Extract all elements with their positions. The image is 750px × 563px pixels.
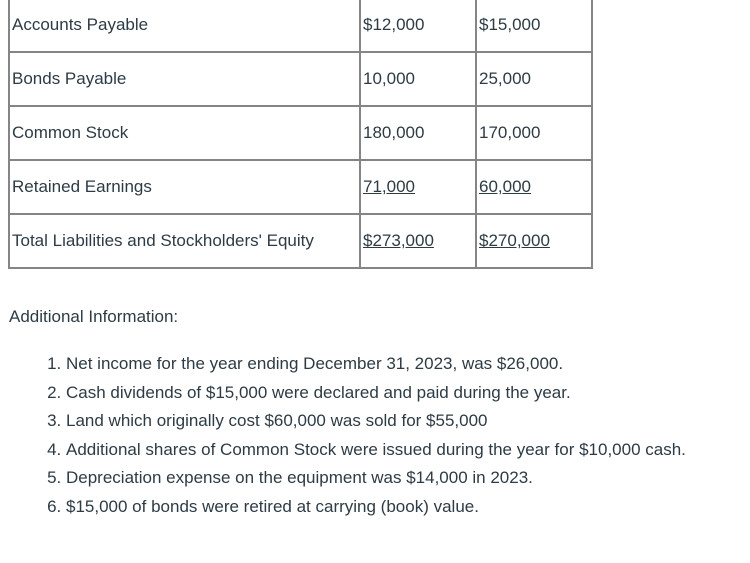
row-label: Common Stock [9,106,360,160]
list-item: 6. $15,000 of bonds were retired at carrying (book) value. [66,493,746,522]
list-item: 4. Additional shares of Common Stock were issued during the year for $10,000 cash. [66,436,746,465]
row-label: Retained Earnings [9,160,360,214]
list-item: 3. Land which originally cost $60,000 was sold for $55,000 [66,407,746,436]
value-col-2: $273,000 [360,214,476,268]
value-col-3: $15,000 [476,0,592,52]
additional-info-list [44,350,746,521]
table-row [9,52,592,106]
table-row-total [9,214,592,268]
row-label: Total Liabilities and Stockholders' Equity [9,214,360,268]
value-col-3: 60,000 [476,160,592,214]
list-item: 5. Depreciation expense on the equipment was $14,000 in 2023. [66,464,746,493]
value-col-3: $270,000 [476,214,592,268]
list-item: 2. Cash dividends of $15,000 were declared and paid during the year. [66,379,746,408]
value-col-2: 10,000 [360,52,476,106]
row-label: Bonds Payable [9,52,360,106]
additional-info-heading: Additional Information: [9,307,179,326]
table-row [9,106,592,160]
value-col-2: $12,000 [360,0,476,52]
value-col-3: 25,000 [476,52,592,106]
balance-table [8,0,593,269]
list-item: 1. Net income for the year ending December 31, 2023, was $26,000. [66,350,746,379]
value-col-3: 170,000 [476,106,592,160]
value-col-2: 180,000 [360,106,476,160]
table-row [9,160,592,214]
table-row [9,0,592,52]
row-label: Accounts Payable [9,0,360,52]
value-col-2: 71,000 [360,160,476,214]
